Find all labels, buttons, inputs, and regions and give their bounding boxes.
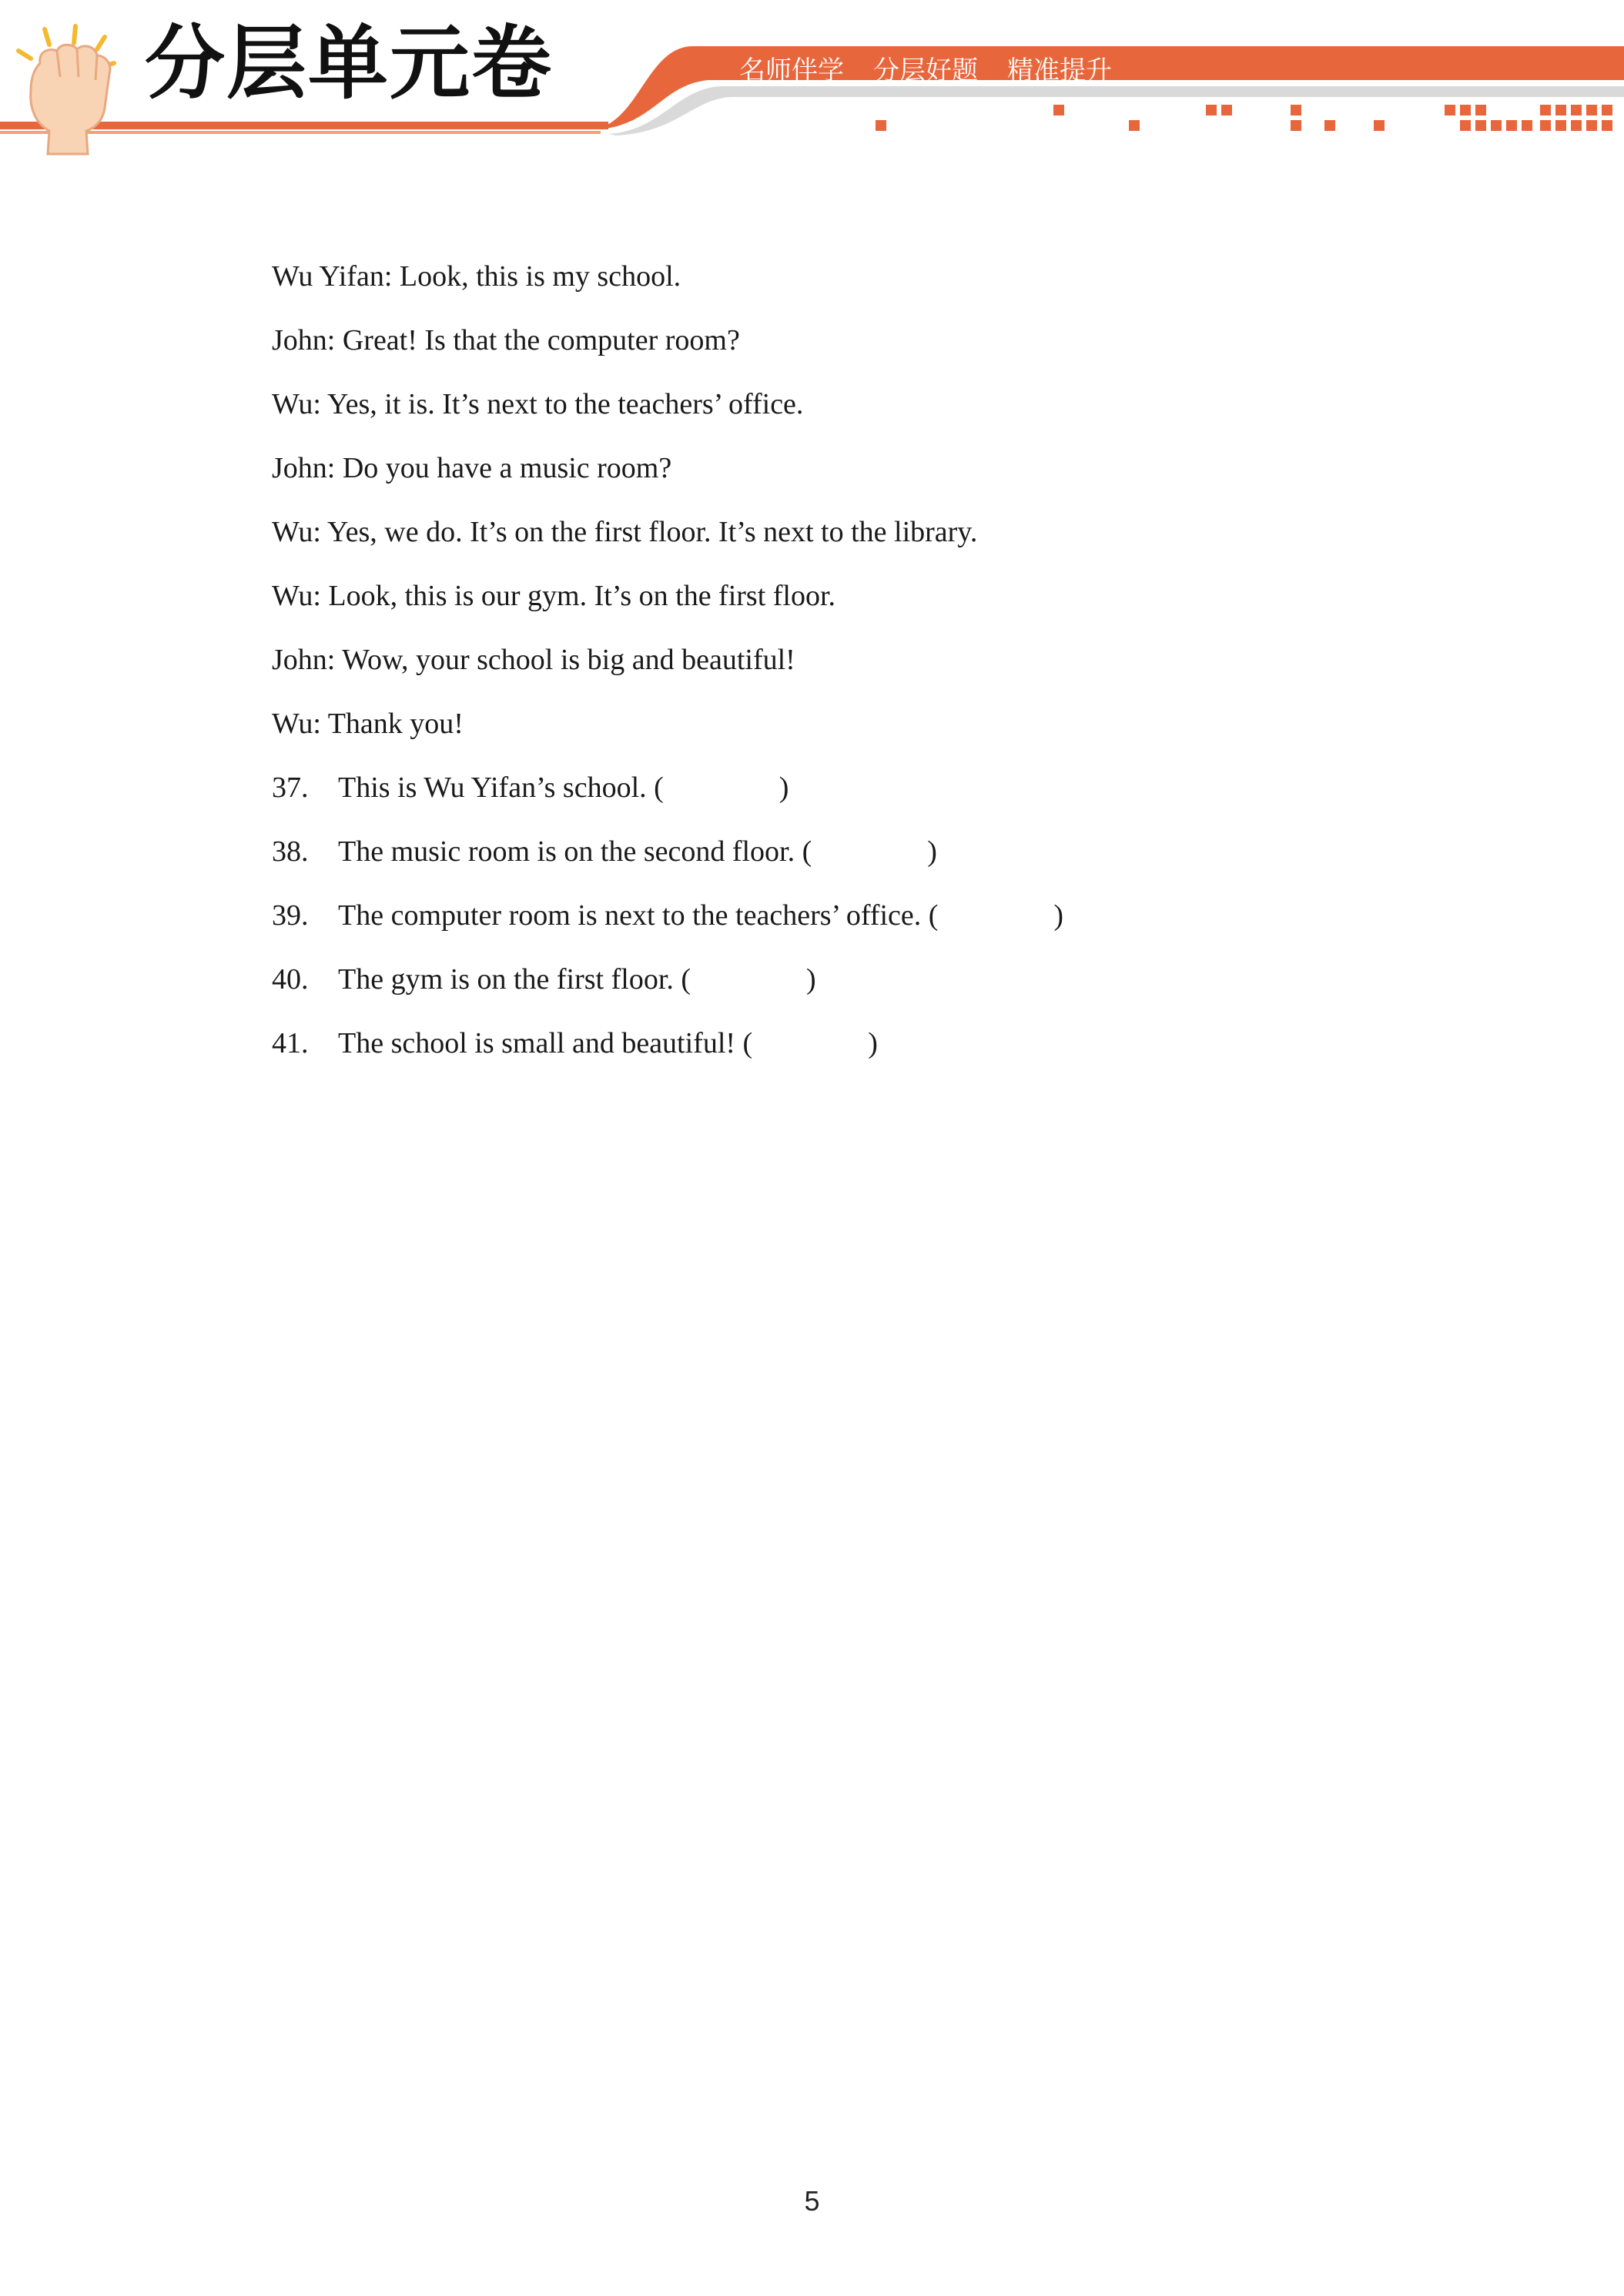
page-header xyxy=(0,0,1624,162)
reading-passage xyxy=(272,245,1427,1076)
dialogue-line: John: Wow, your school is big and beautiful! xyxy=(272,644,795,676)
question-number: 41. xyxy=(272,1027,309,1059)
question-39 xyxy=(272,884,1427,948)
question-close: ) xyxy=(1053,899,1064,932)
dialogue-line: Wu: Thank you! xyxy=(272,708,464,740)
dialogue-line: Wu: Look, this is our gym. It’s on the first floor. xyxy=(272,580,836,612)
brand-title: 分层单元卷 xyxy=(145,16,554,110)
question-text: This is Wu Yifan’s school. ( xyxy=(338,771,664,804)
question-text: The music room is on the second floor. ( xyxy=(338,835,812,868)
dialogue-line: Wu Yifan: Look, this is my school. xyxy=(272,260,681,293)
question-40 xyxy=(272,948,1427,1012)
question-text: The computer room is next to the teachers’ office. ( xyxy=(338,899,939,932)
slogan-1: 名师伴学 xyxy=(739,55,844,86)
question-close: ) xyxy=(868,1027,878,1059)
dialogue-line: Wu: Yes, we do. It’s on the first floor. It’s next to the library. xyxy=(272,516,978,548)
question-number: 37. xyxy=(272,771,309,804)
question-close: ) xyxy=(806,963,816,996)
fist-icon xyxy=(18,26,114,154)
question-text: The gym is on the first floor. ( xyxy=(338,963,691,996)
question-41 xyxy=(272,1012,1427,1076)
dialogue-line: John: Do you have a music room? xyxy=(272,452,672,484)
question-number: 38. xyxy=(272,835,309,868)
header-slogans xyxy=(739,48,1112,88)
dialogue-line: Wu: Yes, it is. It’s next to the teachers’ office. xyxy=(272,388,804,420)
question-text: The school is small and beautiful! ( xyxy=(338,1027,753,1059)
slogan-2: 分层好题 xyxy=(873,55,978,86)
question-38 xyxy=(272,820,1427,884)
slogan-3: 精准提升 xyxy=(1007,55,1112,86)
question-37 xyxy=(272,756,1427,820)
question-number: 40. xyxy=(272,963,309,996)
question-close: ) xyxy=(779,771,789,804)
question-close: ) xyxy=(927,835,937,868)
page-number: 5 xyxy=(804,2185,820,2217)
question-number: 39. xyxy=(272,899,309,932)
dialogue-line: John: Great! Is that the computer room? xyxy=(272,324,740,356)
